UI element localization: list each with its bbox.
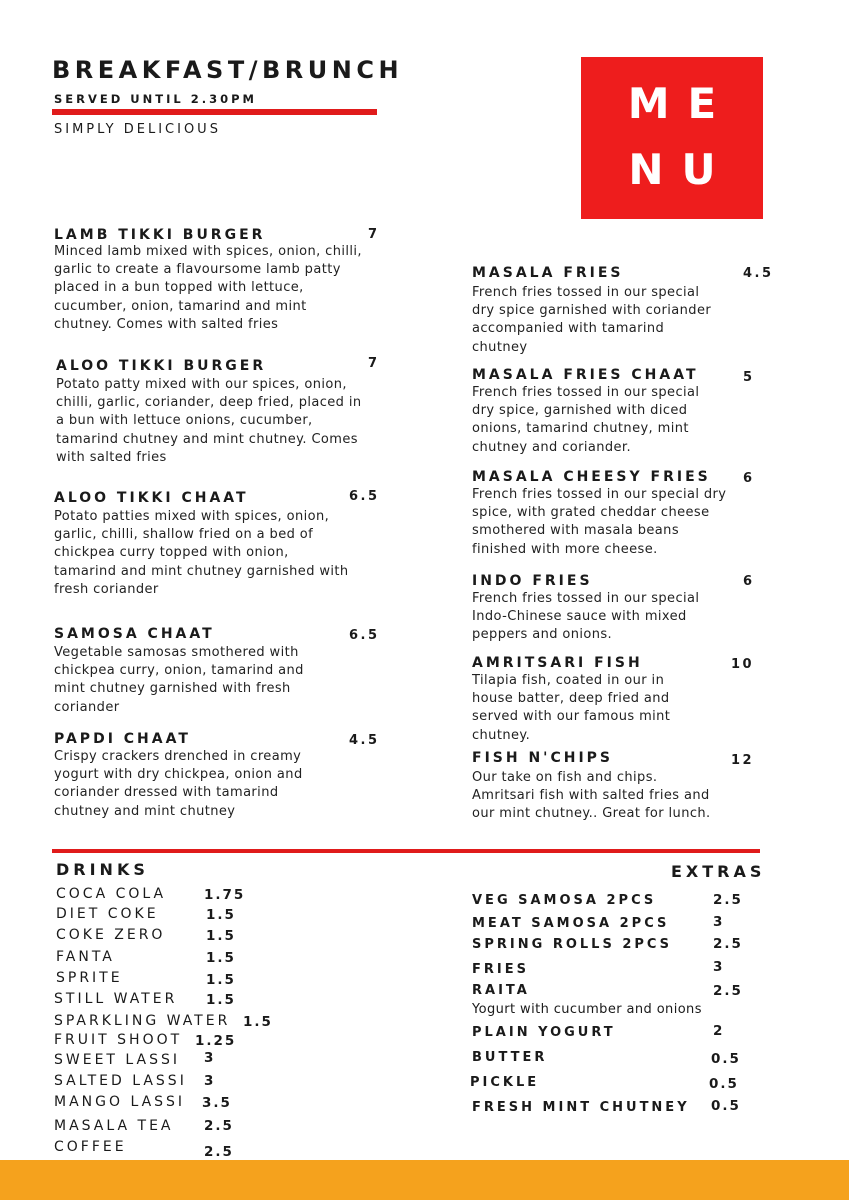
extra-name: VEG SAMOSA 2PCS xyxy=(472,893,657,908)
extra-price: 2 xyxy=(713,1023,725,1039)
extra-name: FRIES xyxy=(472,962,529,977)
extra-price: 0.5 xyxy=(711,1051,741,1067)
extra-name: BUTTER xyxy=(472,1050,548,1065)
drink-name: FANTA xyxy=(56,949,115,965)
drink-name: SPARKLING WATER xyxy=(54,1013,231,1029)
drink-price: 1.5 xyxy=(206,950,236,966)
drink-price: 1.75 xyxy=(204,887,246,903)
drink-price: 1.5 xyxy=(206,972,236,988)
drink-name: MASALA TEA xyxy=(54,1118,174,1134)
menu-logo xyxy=(581,57,763,219)
item-price: 5 xyxy=(743,370,755,385)
item-description: Crispy crackers drenched in creamy yogurt with dry chickpea, onion and coriander dressed with tamarind chutney and mint chutney xyxy=(54,749,303,819)
item-description: Potato patties mixed with spices, onion, garlic, chilli, shallow fried on a bed of chickpea curry topped with onion, tamarind and mint chutney garnished with fresh coriander xyxy=(54,509,349,597)
item-name: MASALA FRIES CHAAT xyxy=(472,367,699,383)
item-description: French fries tossed in our special dry spice, garnished with diced onions, tamarind chutney, mint chutney and coriander. xyxy=(472,385,700,455)
raita-description: Yogurt with cucumber and onions xyxy=(472,1002,702,1017)
section-divider xyxy=(52,849,760,853)
logo-line-1: ME xyxy=(627,79,735,128)
extra-price: 2.5 xyxy=(713,936,743,952)
header-divider xyxy=(52,109,377,115)
item-name: ALOO TIKKI CHAAT xyxy=(54,490,249,506)
item-price: 10 xyxy=(731,657,755,672)
item-price: 6.5 xyxy=(349,628,380,643)
drink-name: SPRITE xyxy=(56,970,123,986)
drink-price: 1.25 xyxy=(195,1033,237,1049)
item-name: ALOO TIKKI BURGER xyxy=(56,358,267,374)
item-description: Minced lamb mixed with spices, onion, chilli, garlic to create a flavoursome lamb patty placed in a bun topped with lettuce, cucumber, onion, tamarind and mint chutney. Comes with salted fries xyxy=(54,244,362,332)
extra-name: SPRING ROLLS 2PCS xyxy=(472,937,673,952)
drink-price: 1.5 xyxy=(206,992,236,1008)
item-description: French fries tossed in our special Indo-Chinese sauce with mixed peppers and onions. xyxy=(472,591,700,643)
extra-price: 0.5 xyxy=(709,1076,739,1092)
drink-price: 1.5 xyxy=(206,928,236,944)
item-description: French fries tossed in our special dry spice garnished with coriander accompanied with tamarind chutney xyxy=(472,285,712,355)
extra-name: PICKLE xyxy=(470,1075,540,1090)
item-description: Tilapia fish, coated in our in house batter, deep fried and served with our famous mint chutney. xyxy=(472,673,671,743)
item-name: INDO FRIES xyxy=(472,573,593,589)
drink-name: FRUIT SHOOT xyxy=(54,1032,183,1048)
extra-price: 2.5 xyxy=(713,983,743,999)
tagline: SIMPLY DELICIOUS xyxy=(54,122,221,137)
extra-name: FRESH MINT CHUTNEY xyxy=(472,1100,690,1115)
item-name: LAMB TIKKI BURGER xyxy=(54,227,266,243)
drink-price: 2.5 xyxy=(204,1118,234,1134)
extras-heading: EXTRAS xyxy=(671,862,766,881)
drink-name: SALTED LASSI xyxy=(54,1073,187,1089)
extra-price: 0.5 xyxy=(711,1098,741,1114)
extra-name: PLAIN YOGURT xyxy=(472,1025,616,1040)
drink-price: 3 xyxy=(204,1073,216,1089)
item-description: Our take on fish and chips. Amritsari fish with salted fries and our mint chutney.. Great for lunch. xyxy=(472,770,711,822)
extra-name: RAITA xyxy=(472,983,530,998)
item-price: 4.5 xyxy=(349,733,380,748)
item-price: 7 xyxy=(368,227,380,242)
drink-name: MANGO LASSI xyxy=(54,1094,186,1110)
drink-name: COFFEE xyxy=(54,1139,127,1155)
item-price: 6 xyxy=(743,574,755,589)
item-price: 6.5 xyxy=(349,489,380,504)
item-name: FISH N'CHIPS xyxy=(472,750,613,766)
item-name: SAMOSA CHAAT xyxy=(54,626,215,642)
logo-line-2: NU xyxy=(628,145,734,194)
page-title: BREAKFAST/BRUNCH xyxy=(52,56,404,84)
drink-price: 3 xyxy=(204,1050,216,1066)
drink-price: 2.5 xyxy=(204,1144,234,1160)
extra-price: 2.5 xyxy=(713,892,743,908)
item-price: 12 xyxy=(731,753,755,768)
footer-bar xyxy=(0,1160,849,1200)
item-description: French fries tossed in our special dry spice, with grated cheddar cheese smothered with masala beans finished with more cheese. xyxy=(472,487,727,557)
extra-name: MEAT SAMOSA 2PCS xyxy=(472,916,670,931)
drink-name: COKE ZERO xyxy=(56,927,166,943)
drink-name: COCA COLA xyxy=(56,886,167,902)
item-price: 6 xyxy=(743,471,755,486)
item-description: Potato patty mixed with our spices, onion, chilli, garlic, coriander, deep fried, placed in a bun with lettuce onions, cucumber, tamarind chutney and mint chutney. Comes with salted fries xyxy=(56,377,362,465)
item-price: 7 xyxy=(368,356,380,371)
drink-price: 1.5 xyxy=(206,907,236,923)
extra-price: 3 xyxy=(713,914,725,930)
drink-name: STILL WATER xyxy=(54,991,178,1007)
item-description: Vegetable samosas smothered with chickpea curry, onion, tamarind and mint chutney garnished with fresh coriander xyxy=(54,645,304,715)
item-name: MASALA CHEESY FRIES xyxy=(472,469,711,485)
drinks-heading: DRINKS xyxy=(56,860,149,879)
drink-name: DIET COKE xyxy=(56,906,159,922)
served-until-text: SERVED UNTIL 2.30PM xyxy=(54,92,257,106)
item-name: MASALA FRIES xyxy=(472,265,624,281)
item-name: PAPDI CHAAT xyxy=(54,731,191,747)
extra-price: 3 xyxy=(713,959,725,975)
drink-name: SWEET LASSI xyxy=(54,1052,181,1068)
item-name: AMRITSARI FISH xyxy=(472,655,643,671)
drink-price: 3.5 xyxy=(202,1095,232,1111)
drink-price: 1.5 xyxy=(243,1014,273,1030)
item-price: 4.5 xyxy=(743,266,774,281)
